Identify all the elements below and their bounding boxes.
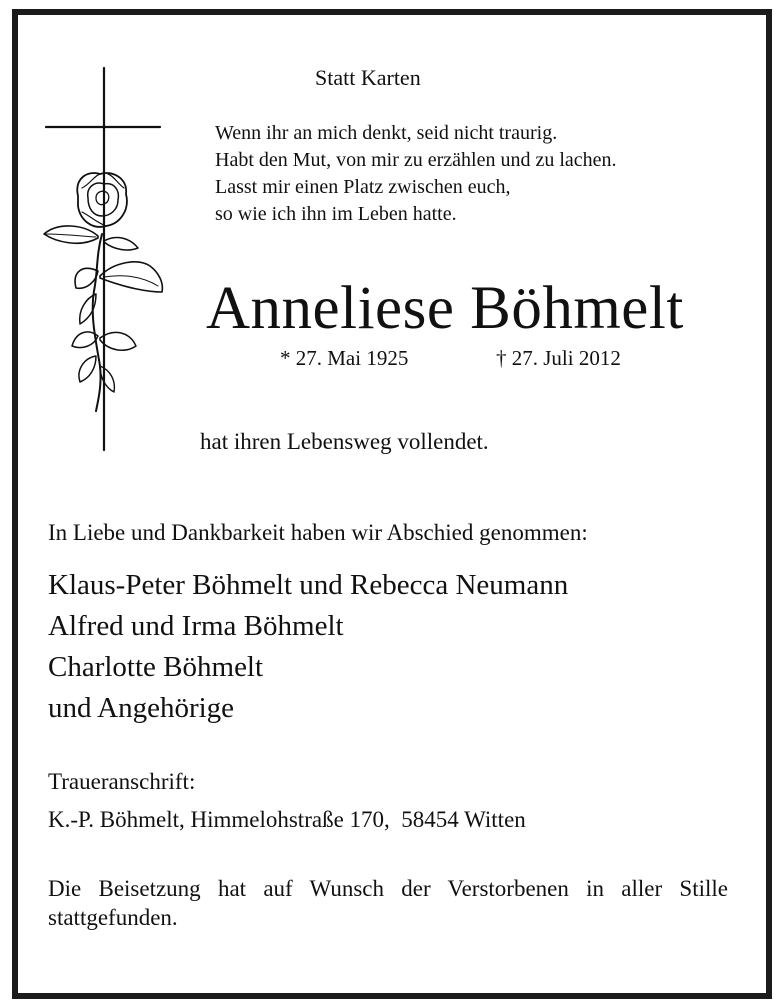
poem-line: Wenn ihr an mich denkt, seid nicht traurig.	[215, 122, 558, 144]
statt-karten-heading: Statt Karten	[315, 65, 421, 90]
cross-with-rose-icon	[38, 66, 173, 456]
poem-line: Habt den Mut, von mir zu erzählen und zu lachen.	[215, 149, 617, 171]
birth-date: * 27. Mai 1925	[280, 346, 409, 370]
mourning-address-label: Traueranschrift:	[48, 769, 196, 794]
farewell-intro: In Liebe und Dankbarkeit haben wir Abschied genommen:	[48, 520, 588, 545]
mourner-line: Alfred und Irma Böhmelt	[48, 610, 344, 642]
life-statement: hat ihren Lebensweg vollendet.	[200, 429, 489, 454]
mourner-line: Charlotte Böhmelt	[48, 651, 264, 683]
death-date: † 27. Juli 2012	[496, 346, 621, 370]
mourners-list	[48, 565, 568, 729]
poem-line: Lasst mir einen Platz zwischen euch,	[215, 176, 511, 198]
poem	[215, 120, 617, 228]
mourner-line: und Angehörige	[48, 692, 235, 724]
mourner-line: Klaus-Peter Böhmelt und Rebecca Neumann	[48, 569, 569, 601]
burial-note: Die Beisetzung hat auf Wunsch der Verstorbenen in aller Stille stattgefunden.	[48, 876, 728, 930]
deceased-name: Anneliese Böhmelt	[206, 275, 684, 342]
poem-line: so wie ich ihn im Leben hatte.	[215, 203, 457, 225]
mourning-address: K.-P. Böhmelt, Himmelohstraße 170, 58454 Witten	[48, 807, 526, 832]
